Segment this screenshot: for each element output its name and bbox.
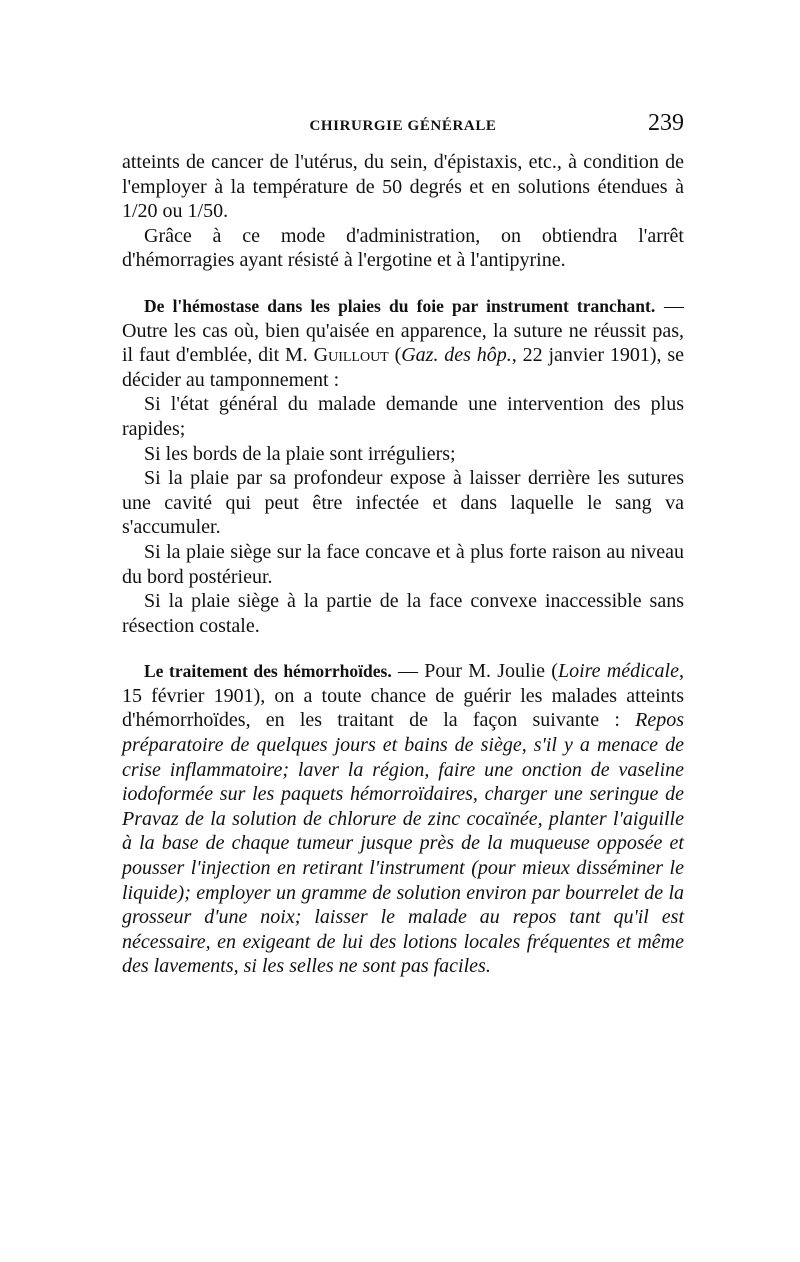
condition-item: Si les bords de la plaie sont irréguliers; [144,442,456,465]
source-citation: Loire médicale [557,660,679,683]
running-title: CHIRURGIE GÉNÉRALE [309,118,497,134]
section-hemostase-title: De l'hémostase dans les plaies du foie par instrument tranchant. [144,295,656,316]
paragraph-administration: Grâce à ce mode d'administration, on obtiendra l'arrêt d'hémorragies ayant résisté à l'ergotine et à l'antipyrine. [122,224,684,272]
treatment-instructions: Repos préparatoire de quelques jours et bains de siège, s'il y a menace de crise inflammatoire; laver la région, faire une onction de vaseline iodoformée sur les paquets hémorroïdaires, charger une seringue de Pravaz de la solution de chlorure de zinc cocaïnée, planter l'aiguille à la base de chaque tumeur jusque près de la muqueuse opposée et pousser l'injection en retirant l'instrument (pour mieux disséminer le liquide); employer un gramme de solution environ par bourrelet de la grosseur d'une noix; laisser le malade au repos tant qu'il est nécessaire, en exigeant de lui des lotions locales fréquentes et même des lavements, si les selles ne sont pas faciles. [122,709,684,978]
condition-item: Si la plaie par sa profondeur expose à laisser derrière les sutures une cavité qui peut être infectée et dans laquelle le sang va s'accumuler. [122,467,684,539]
section-hemorrhoides-paragraph [122,659,684,979]
section-hemostase-text-c: , 22 janvier 1901), se décider au tamponnement : [122,344,684,391]
author-name: Guillout [313,344,389,367]
section-hemostase-text-b: ( [388,344,402,367]
condition-item: Si l'état général du malade demande une intervention des plus rapides; [122,393,684,440]
section-spacer [122,638,684,659]
source-citation: Gaz. des hôp. [401,344,512,367]
condition-item: Si la plaie siège sur la face concave et à plus forte raison au niveau du bord postérieur. [122,540,684,588]
condition-item: Si la plaie siège à la partie de la face convexe inaccessible sans résection costale. [122,590,684,637]
page-number: 239 [648,110,684,136]
section-spacer [122,273,684,294]
section-hemorrhoides-text-a: — Pour M. Joulie ( [391,660,558,683]
paragraph-continued: atteints de cancer de l'utérus, du sein, d'épistaxis, etc., à condition de l'employer à la température de 50 degrés et en solutions étendues à 1/20 ou 1/50. [122,151,684,223]
section-hemorrhoides-title: Le traitement des hémorrhoïdes. [144,661,392,682]
section-hemostase-text-a: — Outre les cas où, bien qu'aisée en apparence, la suture ne réussit pas, il faut d'emblée, dit M. [122,294,684,367]
running-head [122,110,684,150]
book-page [122,110,684,979]
section-hemostase-intro [122,294,684,392]
section-hemorrhoides-text-b: , 15 février 1901), on a toute chance de guérir les malades atteints d'hémorrhoïdes, en les traitant de la façon suivante : [122,660,684,732]
